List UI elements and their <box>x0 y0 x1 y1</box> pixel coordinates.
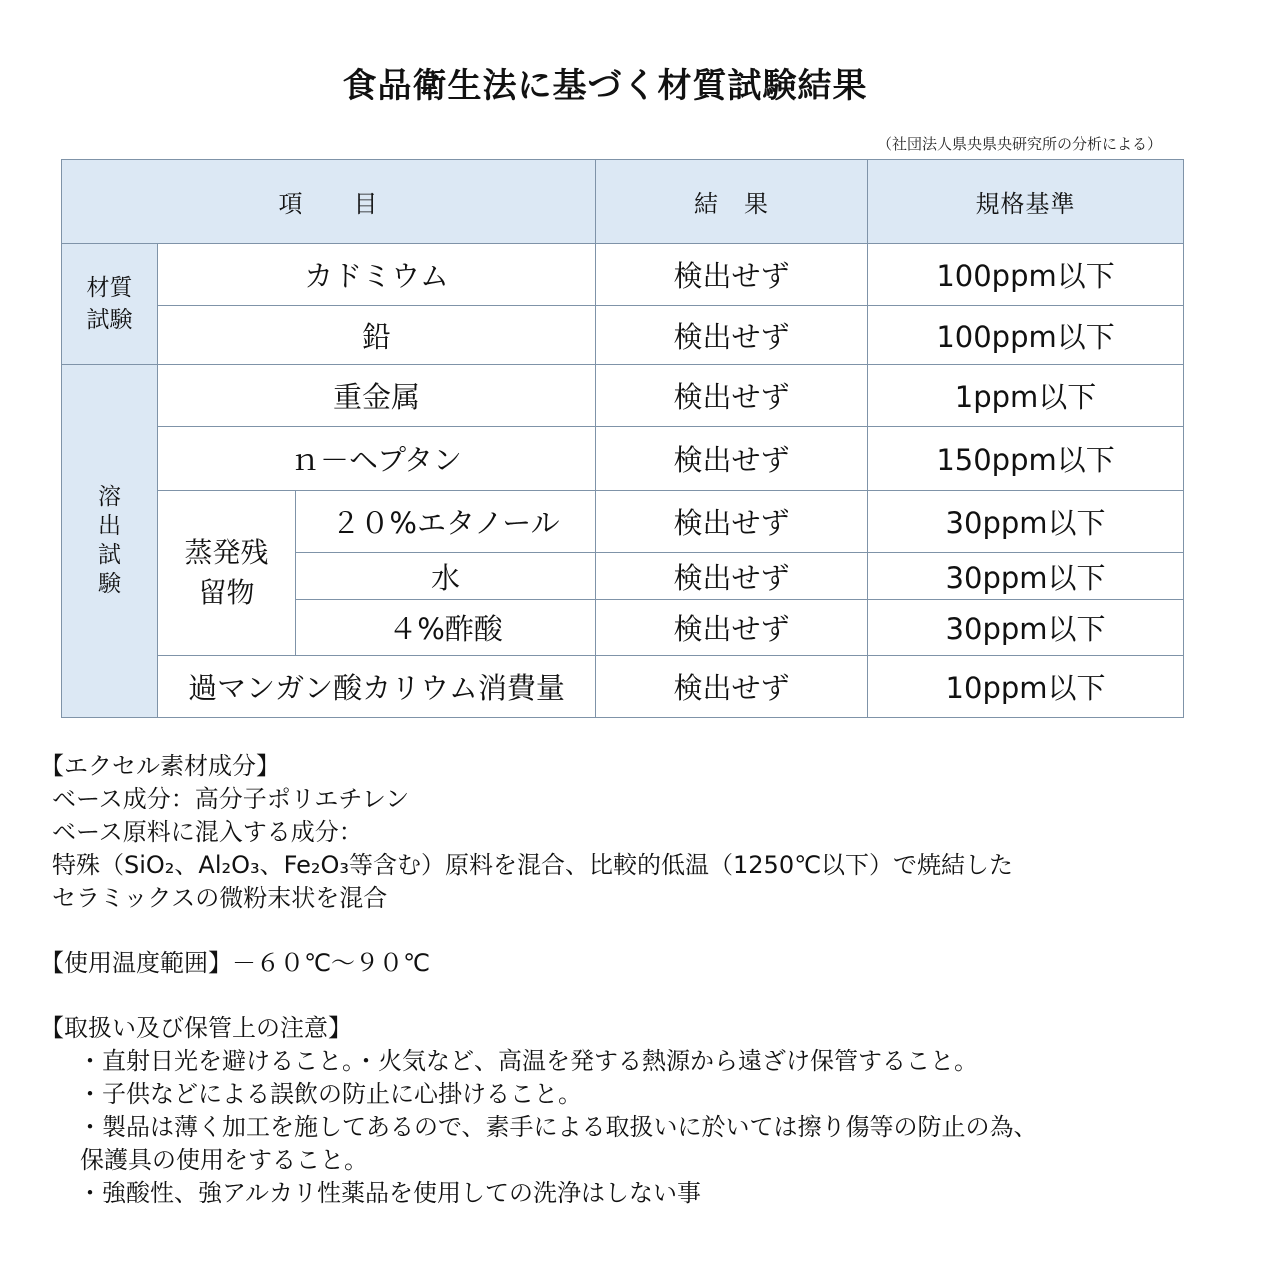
row-item: ２０%エタノール <box>296 491 596 553</box>
row-standard: 30ppm以下 <box>868 553 1184 600</box>
row-result: 検出せず <box>596 427 868 491</box>
source-note: （社団法人県央県央研究所の分析による） <box>876 135 1162 153</box>
row-result: 検出せず <box>596 365 868 427</box>
row-standard: 150ppm以下 <box>868 427 1184 491</box>
material-line: ベース成分：高分子ポリエチレン <box>52 785 410 813</box>
row-standard: 30ppm以下 <box>868 491 1184 553</box>
row-item: ４%酢酸 <box>296 600 596 656</box>
header-standard: 規格基準 <box>868 160 1184 244</box>
test-results-table <box>61 159 1184 718</box>
row-item: 水 <box>296 553 596 600</box>
handling-line: 保護具の使用をすること。 <box>80 1146 368 1174</box>
group-elution-test: 溶 出 試 験 <box>62 365 158 718</box>
handling-line: ・子供などによる誤飲の防止に心掛けること。 <box>78 1080 582 1108</box>
table-row <box>62 244 1184 306</box>
header-result: 結 果 <box>596 160 868 244</box>
row-standard: 10ppm以下 <box>868 656 1184 718</box>
row-standard: 1ppm以下 <box>868 365 1184 427</box>
handling-line: ・直射日光を避けること。・火気など、高温を発する熱源から遠ざけ保管すること。 <box>78 1047 978 1075</box>
row-result: 検出せず <box>596 244 868 306</box>
row-item: 過マンガン酸カリウム消費量 <box>158 656 596 718</box>
row-result: 検出せず <box>596 306 868 365</box>
material-heading: 【エクセル素材成分】 <box>40 752 280 780</box>
row-item: 重金属 <box>158 365 596 427</box>
row-result: 検出せず <box>596 553 868 600</box>
row-result: 検出せず <box>596 656 868 718</box>
handling-heading: 【取扱い及び保管上の注意】 <box>40 1014 352 1042</box>
table-row <box>62 491 1184 553</box>
notes-section <box>40 750 1240 1210</box>
row-item: ｎ－ヘプタン <box>158 427 596 491</box>
row-item: カドミウム <box>158 244 596 306</box>
row-result: 検出せず <box>596 491 868 553</box>
row-result: 検出せず <box>596 600 868 656</box>
handling-line: ・製品は薄く加工を施してあるので、素手による取扱いに於いては擦り傷等の防止の為、 <box>78 1113 1038 1141</box>
table-row <box>62 427 1184 491</box>
row-standard: 100ppm以下 <box>868 306 1184 365</box>
subgroup-evaporation-residue: 蒸発残 留物 <box>158 491 296 656</box>
table-row <box>62 656 1184 718</box>
group-material-test: 材質 試験 <box>62 244 158 365</box>
page-title: 食品衛生法に基づく材質試験結果 <box>342 66 868 106</box>
row-item: 鉛 <box>158 306 596 365</box>
table-row <box>62 306 1184 365</box>
row-standard: 100ppm以下 <box>868 244 1184 306</box>
table-row <box>62 365 1184 427</box>
row-standard: 30ppm以下 <box>868 600 1184 656</box>
temperature-range: 【使用温度範囲】－６０℃～９０℃ <box>40 949 430 977</box>
handling-line: ・強酸性、強アルカリ性薬品を使用しての洗浄はしない事 <box>78 1179 702 1207</box>
header-item: 項 目 <box>62 160 596 244</box>
table-header-row <box>62 160 1184 244</box>
material-line: セラミックスの微粉末状を混合 <box>52 884 388 912</box>
material-line: 特殊（SiO₂、Al₂O₃、Fe₂O₃等含む）原料を混合、比較的低温（1250℃以下）で焼結した <box>52 851 1014 879</box>
material-line: ベース原料に混入する成分： <box>52 818 363 846</box>
